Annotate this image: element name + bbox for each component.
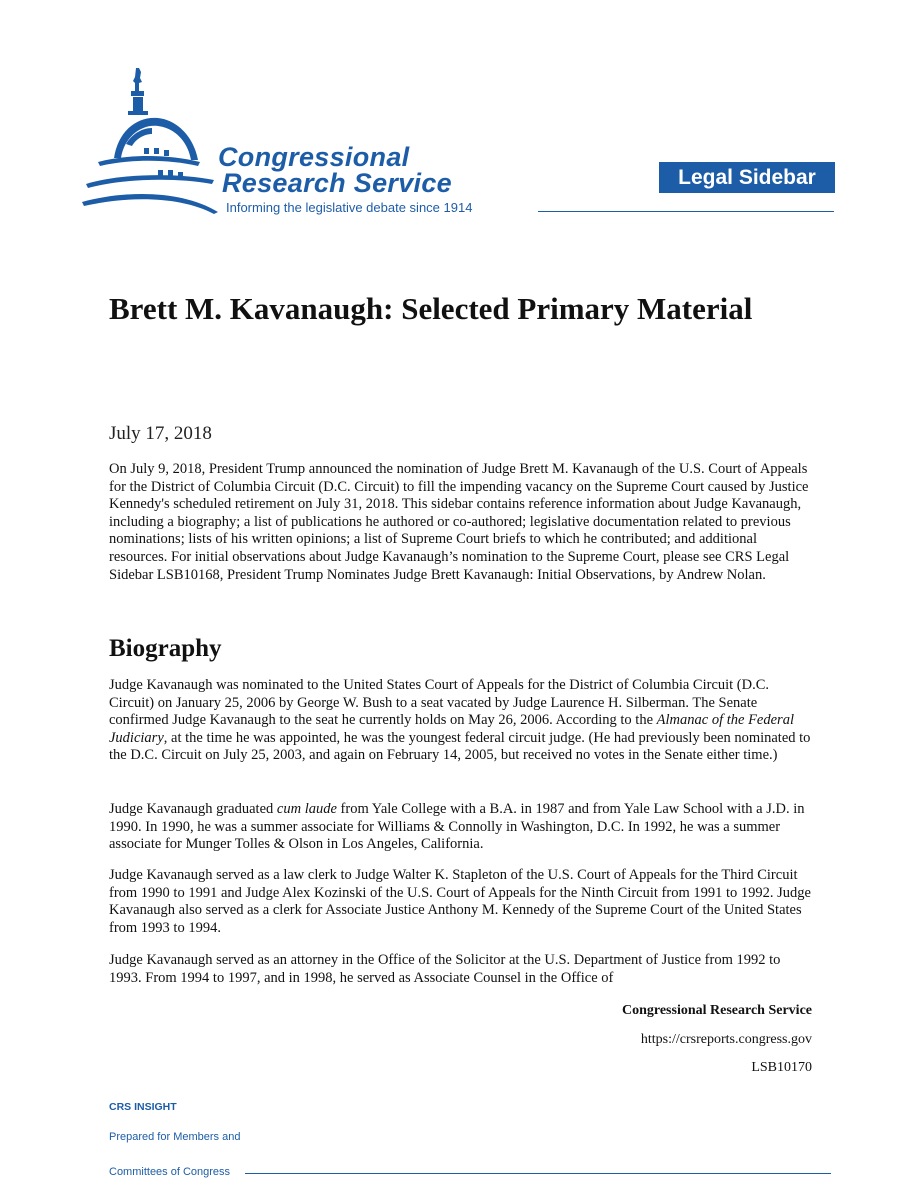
bio-paragraph-4: Judge Kavanaugh served as an attorney in the Office of the Solicitor at the U.S. Department of Justice from 1992 to 1993. From 1994 to 1997, and in 1998, he served as Associate Counsel in the Office of [109, 952, 781, 986]
org-name-line2: Research Service [222, 168, 452, 198]
document-date: July 17, 2018 [109, 423, 212, 444]
bio-p2-italic: cum laude [276, 801, 337, 817]
prepared-for-label: Prepared for Members and [109, 1131, 241, 1143]
bio-paragraph-3: Judge Kavanaugh served as a law clerk to Judge Walter K. Stapleton of the U.S. Court of Appeals for the Third Circuit from 1990 to 1991 and Judge Alex Kozinski of the U.S. Court of Appeals for the Ninth Circuit from 1991 to 1992. Judge Kavanaugh also served as a clerk for Associate Justice Anthony M. Kennedy of the Supreme Court of the United States from 1993 to 1994. [109, 867, 811, 936]
bio-p1-italic: Almanac of the Federal Judiciary [109, 712, 794, 746]
footer-report-id: LSB10170 [751, 1060, 812, 1075]
tagline-rule [538, 211, 834, 212]
footer-url[interactable]: https://crsreports.congress.gov [640, 1032, 812, 1047]
bio-p2-text-b: from Yale College with a B.A. in 1987 and from Yale Law School with a J.D. in 1990. In 1990, he was a summer associate for Williams & Connolly in Washington, D.C. In 1992, he was a summer associate for Munger Tolles & Olson in Los Angeles, California. [109, 801, 805, 853]
org-tagline: Informing the legislative debate since 1914 [226, 200, 473, 215]
legal-sidebar-badge: Legal Sidebar [659, 162, 835, 193]
bio-p1-text-a: Judge Kavanaugh was nominated to the United States Court of Appeals for the District of Columbia Circuit (D.C. Circuit) on January 25, 2006 by George W. Bush to a seat vacated by Judge Laurence H. Silberman. The Senate confirmed Judge Kavanaugh to the seat he currently holds on May 26, 2006. According to the [109, 677, 770, 729]
footer-rule [245, 1173, 831, 1174]
section-heading-biography: Biography [109, 635, 222, 662]
intro-paragraph: On July 9, 2018, President Trump announced the nomination of Judge Brett M. Kavanaugh of the U.S. Court of Appeals for the District of Columbia Circuit (D.C. Circuit) to fill the impending vacancy on the Supreme Court caused by Justice Kennedy's scheduled retirement on July 31, 2018. This sidebar contains reference information about Judge Kavanaugh, including a biography; a list of publications he authored or co-authored; legislative documentation related to previous nominations; lists of his written opinions; a list of Supreme Court briefs to which he contributed; and additional resources. For initial observations about Judge Kavanaugh’s nomination to the Supreme Court, please see CRS Legal Sidebar LSB10168, President Trump Nominates Judge Brett Kavanaugh: Initial Observations, by Andrew Nolan. [109, 461, 809, 583]
bio-p1-text-b: , at the time he was appointed, he was the youngest federal circuit judge. (He had previously been nominated to the D.C. Circuit on July 25, 2003, and again on February 14, 2005, but received no votes in the Senate either time.) [109, 729, 811, 764]
org-name-line1: Congressional [218, 142, 410, 172]
crs-insight-label: CRS INSIGHT [109, 1101, 177, 1113]
footer-org-name: Congressional Research Service [621, 1003, 812, 1018]
bio-p2-text-a: Judge Kavanaugh graduated [109, 801, 277, 817]
committees-label: Committees of Congress [109, 1166, 231, 1178]
document-title: Brett M. Kavanaugh: Selected Primary Material [109, 291, 753, 326]
bio-paragraph-2 [109, 801, 814, 854]
capitol-dome-logo [78, 62, 238, 222]
bio-paragraph-1 [109, 677, 814, 765]
